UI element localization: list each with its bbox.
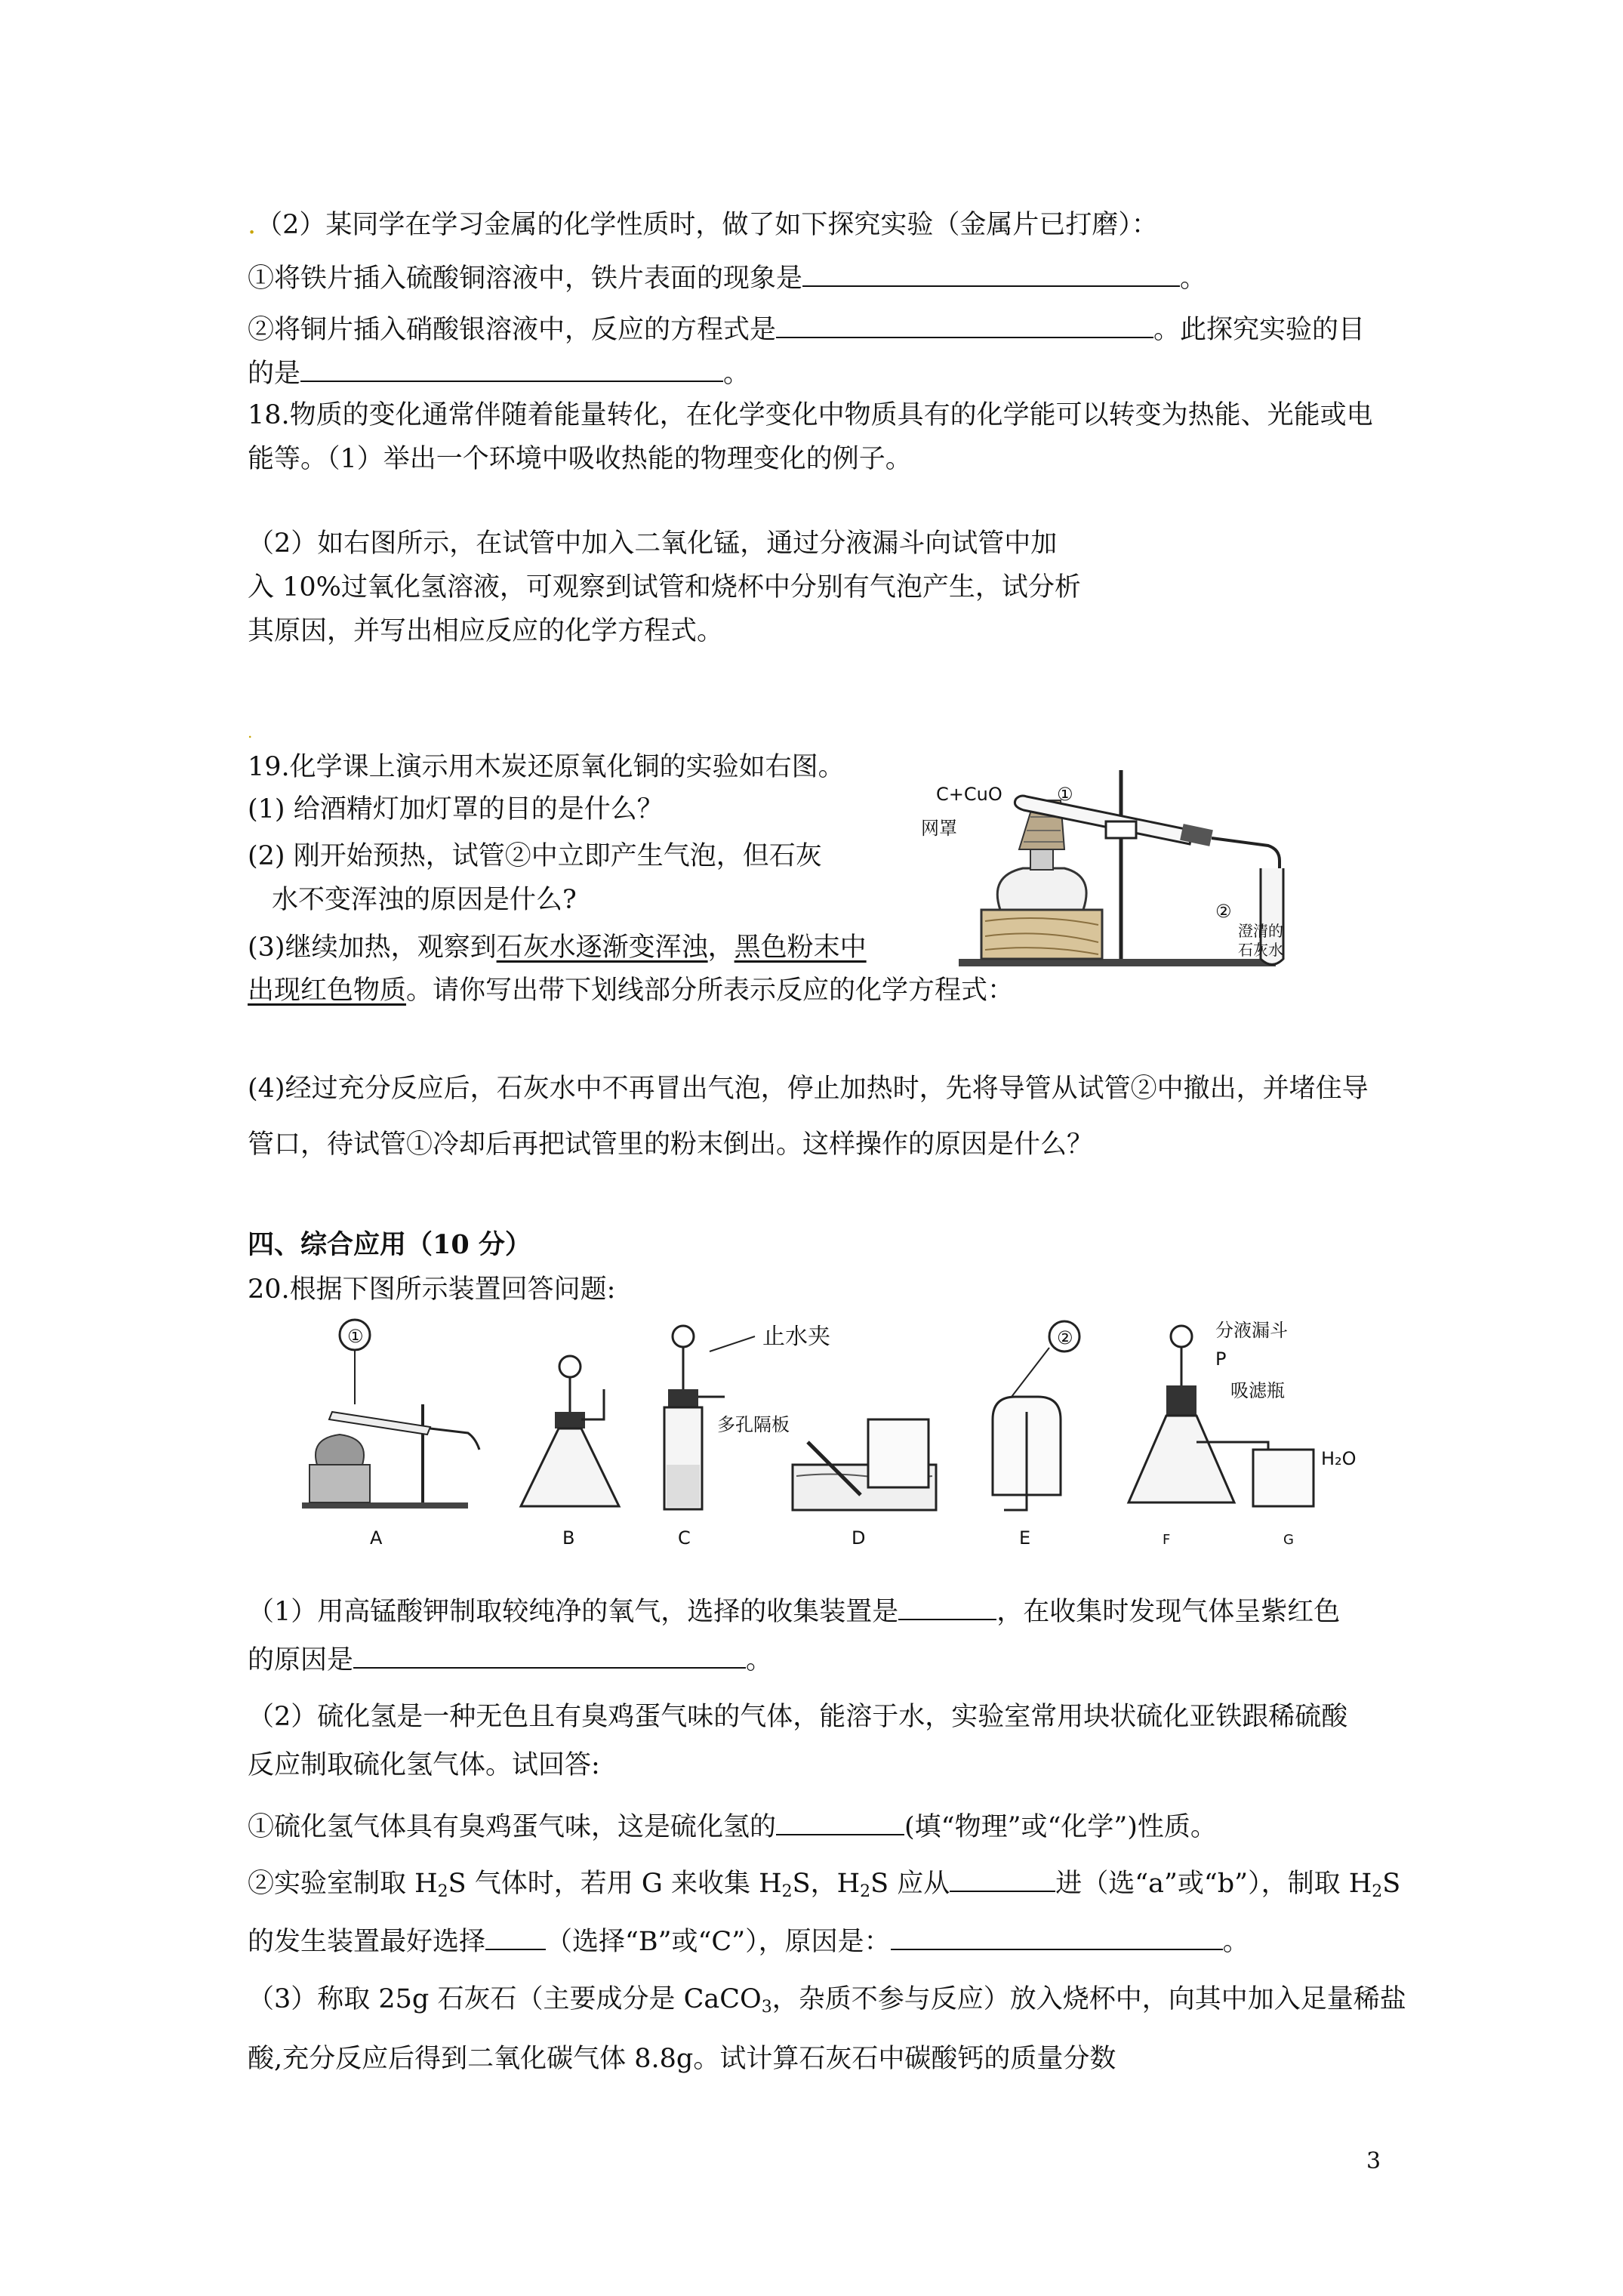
wood-block [310,1465,370,1502]
q20-p1-text: （1）用高锰酸钾制取较纯净的氧气，选择的收集装置是 [248,1597,899,1627]
q19-q4-line1: (4)经过充分反应后，石灰水中不再冒出气泡，停止加热时，先将导管从试管②中撤出，并堵住导 [248,1074,1369,1104]
funnel-label: 分液漏斗 [1215,1320,1288,1341]
flask [521,1428,619,1506]
q17-item1-text: ①将铁片插入硫酸铜溶液中，铁片表面的现象是 [248,264,803,294]
stopper [1166,1385,1196,1416]
apparatus-e [993,1321,1079,1549]
stopper [668,1389,698,1407]
clamp-label: 止水夹 [762,1324,830,1350]
text: （3）称取 25g 石灰石（主要成分是 CaCO [248,1984,762,2014]
answer-blank[interactable] [485,1923,546,1950]
text: ，杂质不参与反应）放入烧杯中，向其中加入足量稀盐 [771,1984,1406,2014]
clamp [1106,821,1136,838]
separatory-funnel [1171,1326,1192,1347]
q19-q3-line1 [248,931,867,964]
text: S 气体时，若用 G 来收集 H [448,1869,782,1899]
answer-blank[interactable] [802,260,1180,287]
q20-p1-line2 [248,1641,772,1677]
alcohol-lamp [997,868,1086,910]
answer-blank[interactable] [353,1641,746,1669]
funnel [559,1356,581,1377]
base [302,1502,468,1509]
answer-blank[interactable] [300,355,723,382]
q20-p2-item1 [248,1808,1217,1844]
marker-2: ② [1057,1327,1073,1348]
q17-item2b [248,355,750,390]
q20-p1b-text: 的原因是 [248,1645,354,1675]
underlined-phenomenon-1: 石灰水逐渐变浑浊 [496,932,708,963]
text: ②实验室制取 H [248,1869,438,1899]
lamp [316,1435,364,1465]
gas-bottle [868,1419,929,1487]
text: S，H [792,1869,861,1899]
letter-c: C [678,1527,691,1549]
tube [430,1428,479,1450]
page-number: 3 [1366,2148,1381,2174]
q19-title: 19.化学课上演示用木炭还原氧化铜的实验如右图。 [248,752,845,782]
q20-p1b-end: 。 [746,1645,773,1675]
q19-q1: (1) 给酒精灯加灯罩的目的是什么？ [248,794,664,824]
flask-label: 吸滤瓶 [1230,1380,1285,1401]
q18-line2: 能等。（1）举出一个环境中吸收热能的物理变化的例子。 [248,444,912,474]
tube-1-label: ① [1057,784,1073,805]
text: （选择“B”或“C”），原因是： [546,1927,891,1957]
q19-q3-question: 。请你写出带下划线部分所表示反应的化学方程式： [406,975,1015,1006]
q19-q2-line1: (2) 刚开始预热，试管②中立即产生气泡，但石灰 [248,841,822,871]
q20-p2-line1: （2）硫化氢是一种无色且有臭鸡蛋气味的气体，能溶于水，实验室常用块状硫化亚铁跟稀硫酸 [248,1702,1348,1732]
text: 进（选“a”或“b”），制取 H [1055,1869,1372,1899]
q20-p2-item1-text: ①硫化氢气体具有臭鸡蛋气味，这是硫化氢的 [248,1812,777,1842]
section-4-heading: 四、综合应用（10 分） [248,1229,531,1260]
letter-a: A [370,1527,383,1549]
apparatus-d [793,1419,936,1549]
letter-g: G [1283,1532,1294,1548]
underlined-phenomenon-2: 黑色粉末中 [734,932,867,963]
h2o-label: H₂O [1321,1448,1357,1469]
answer-blank[interactable] [891,1923,1223,1950]
q17-item1-end: 。 [1180,264,1207,294]
reagent [667,1465,700,1507]
q19-q3-text: (3)继续加热，观察到 [248,932,497,963]
q20-p2-item3 [248,1923,1249,1959]
q19-q2-line2: 水不变浑浊的原因是什么? [272,885,577,915]
stray-mark: . [248,723,253,741]
tube-2-label: ② [1215,901,1232,922]
stopper [555,1412,585,1428]
apparatus-b [521,1356,619,1549]
q19-q4-line2: 管口，待试管①冷却后再把试管里的粉末倒出。这样操作的原因是什么？ [248,1130,1094,1160]
q20-p1-text-2: ，在收集时发现气体呈紫红色 [996,1597,1341,1627]
q17-item2b-text: 的是 [248,359,301,389]
text: 。 [1222,1927,1249,1957]
suction-flask [1129,1416,1234,1502]
limewater-label-1: 澄清的 [1238,922,1283,940]
q17-part2-text: （2）某同学在学习金属的化学性质时，做了如下探究实验（金属片已打磨）： [256,210,1158,240]
q20-p2-item2 [248,1865,1400,1909]
q17-item2-end: 。此探究实验的目 [1153,315,1366,345]
q18-line1: 18.物质的变化通常伴随着能量转化，在化学变化中物质具有的化学能可以转变为热能、光能或电 [248,400,1373,430]
answer-blank[interactable] [950,1865,1055,1892]
pointer-line [1012,1348,1049,1397]
q20-p2-line2: 反应制取硫化氢气体。试回答: [248,1750,600,1780]
subscript: 2 [860,1882,871,1901]
test-tube [329,1412,430,1435]
stray-mark: . [248,210,257,240]
reactant-label: C+CuO [936,784,1002,805]
apparatus-a [302,1320,479,1549]
subscript: 2 [1372,1882,1383,1901]
net-label: 网罩 [921,818,957,839]
q17-item2-text: ②将铜片插入硝酸银溶液中，反应的方程式是 [248,315,777,345]
q17-part2 [248,208,1158,242]
q19-q3-line2 [248,974,1014,1007]
q18-part2-line1: （2）如右图所示，在试管中加入二氧化锰，通过分液漏斗向试管中加 [248,529,1058,559]
q20-p1-line1 [248,1593,1340,1629]
apparatus-figure [287,1314,1404,1563]
q19-q3-comma: ， [707,932,735,963]
plate-label: 多孔隔板 [717,1414,790,1435]
pointer-line [710,1336,755,1351]
charcoal-reduction-figure [913,755,1313,974]
limewater-label-2: 石灰水 [1238,941,1283,959]
funnel [673,1326,694,1347]
q18-part2-line3: 其原因，并写出相应反应的化学方程式。 [248,616,724,646]
apparatus-c [664,1324,830,1549]
q20-p2-item1-end: (填“物理”或“化学”)性质。 [904,1812,1217,1842]
q20-p3-line1 [248,1983,1406,2024]
subscript: 2 [781,1882,793,1901]
apparatus-fg [1129,1320,1357,1548]
subscript: 2 [437,1882,448,1901]
subscript: 3 [761,1998,772,2017]
q20-title: 20.根据下图所示装置回答问题: [248,1274,616,1305]
p-label: P [1215,1348,1227,1370]
marker-1: ① [347,1326,364,1347]
letter-e: E [1019,1527,1031,1549]
text: S [1382,1869,1401,1899]
answer-blank[interactable] [776,1808,904,1835]
letter-b: B [562,1527,575,1549]
q17-item2 [248,311,1365,347]
q18-part2-line2: 入 10%过氧化氢溶液，可观察到试管和烧杯中分别有气泡产生，试分析 [248,572,1081,603]
letter-f: F [1163,1532,1171,1548]
q17-item1 [248,260,1206,295]
underlined-phenomenon-2-cont: 出现红色物质 [248,975,407,1006]
text: 的发生装置最好选择 [248,1927,486,1957]
q20-p3-line2: 酸,充分反应后得到二氧化碳气体 8.8g。试计算石灰石中碳酸钙的质量分数 [248,2044,1116,2074]
letter-d: D [852,1527,866,1549]
q17-item2b-end: 。 [723,359,750,389]
text: S 应从 [870,1869,950,1899]
answer-blank[interactable] [776,311,1153,338]
beaker [1253,1450,1313,1506]
answer-blank[interactable] [898,1593,996,1620]
